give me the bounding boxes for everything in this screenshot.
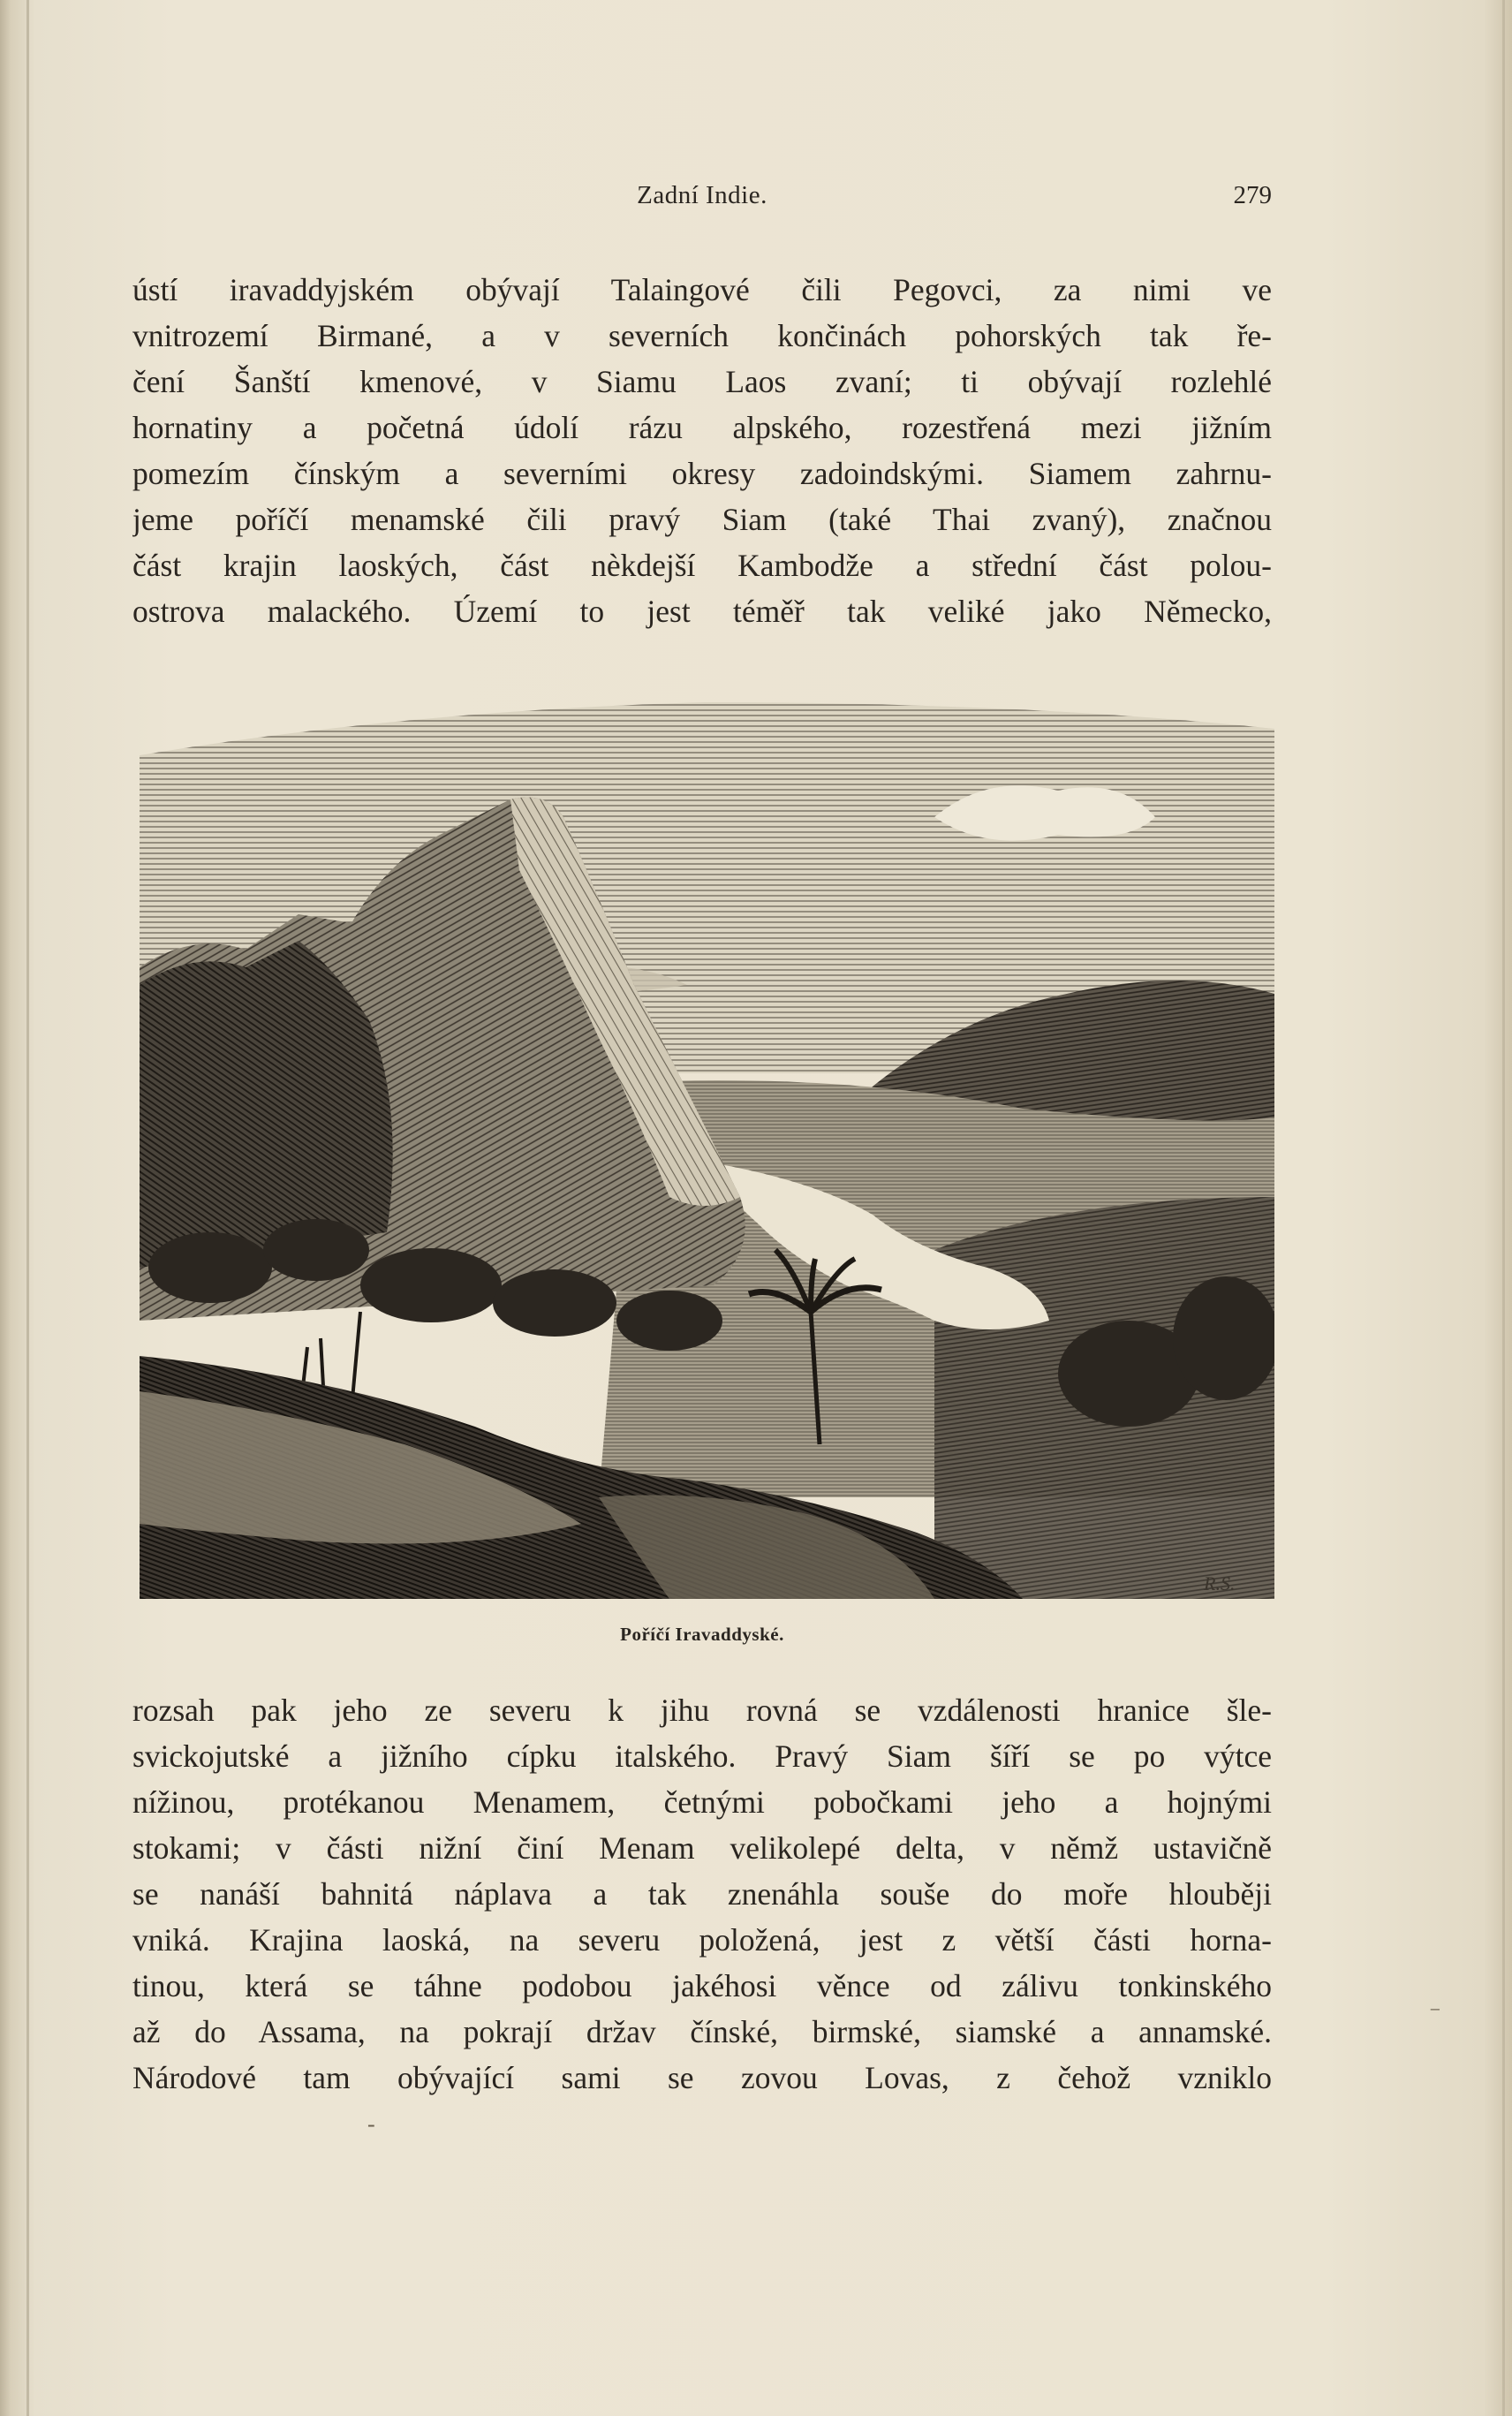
- text-line: Národové tam obývající sami se zovou Lovas, z čehož vzniklo: [132, 2060, 1272, 2095]
- margin-mark: -: [367, 2111, 375, 2137]
- text-line: vniká. Krajina laoská, na severu položená, jest z větší části horna-: [132, 1922, 1272, 1958]
- text-line: rozsah pak jeho ze severu k jihu rovná se vzdálenosti hranice šle-: [132, 1693, 1272, 1728]
- text-line: pomezím čínským a severními okresy zadoindskými. Siamem zahrnu-: [132, 456, 1272, 491]
- running-title: Zadní Indie.: [637, 181, 767, 209]
- text-line: hornatiny a početná údolí rázu alpského, rozestřená mezi jižním: [132, 410, 1272, 445]
- page-number: 279: [1233, 181, 1272, 209]
- text-line: čení Šanští kmenové, v Siamu Laos zvaní; ti obývají rozlehlé: [132, 364, 1272, 399]
- engraving-illustration: [140, 702, 1274, 1599]
- text-line: ústí iravaddyjském obývají Talaingové čili Pegovci, za nimi ve: [132, 272, 1272, 307]
- text-line: nížinou, protékanou Menamem, četnými pobočkami jeho a hojnými: [132, 1784, 1272, 1820]
- engraving-svg: [140, 702, 1274, 1599]
- text-line: stokami; v části nižní činí Menam velikolepé delta, v němž ustavičně: [132, 1830, 1272, 1866]
- text-line: ostrova malackého. Území to jest téměř tak veliké jako Německo,: [132, 594, 1272, 629]
- text-line: vnitrozemí Birmané, a v severních končinách pohorských tak ře-: [132, 318, 1272, 353]
- page-edge: [1502, 0, 1505, 2416]
- engraver-signature: R.S.: [1204, 1572, 1236, 1594]
- paragraph-bottom: [132, 1687, 1272, 2101]
- figure-caption: Poříčí Iravaddyské.: [620, 1624, 784, 1645]
- text-line: až do Assama, na pokrají držav čínské, birmské, siamské a annamské.: [132, 2014, 1272, 2049]
- paragraph-top: [132, 267, 1272, 634]
- binding-edge: [26, 0, 29, 2416]
- text-line: část krajin laoských, část nèkdejší Kambodže a střední část polou-: [132, 548, 1272, 583]
- text-line: svickojutské a jižního cípku italského. Pravý Siam šíří se po výtce: [132, 1738, 1272, 1774]
- text-line: tinou, která se táhne podobou jakéhosi věnce od zálivu tonkinského: [132, 1968, 1272, 2003]
- text-line: se nanáší bahnitá náplava a tak znenáhla souše do moře hlouběji: [132, 1876, 1272, 1912]
- running-head: [132, 181, 1272, 216]
- text-line: jeme poříčí menamské čili pravý Siam (také Thai zvaný), značnou: [132, 502, 1272, 537]
- margin-mark: ⁻: [1429, 2001, 1441, 2026]
